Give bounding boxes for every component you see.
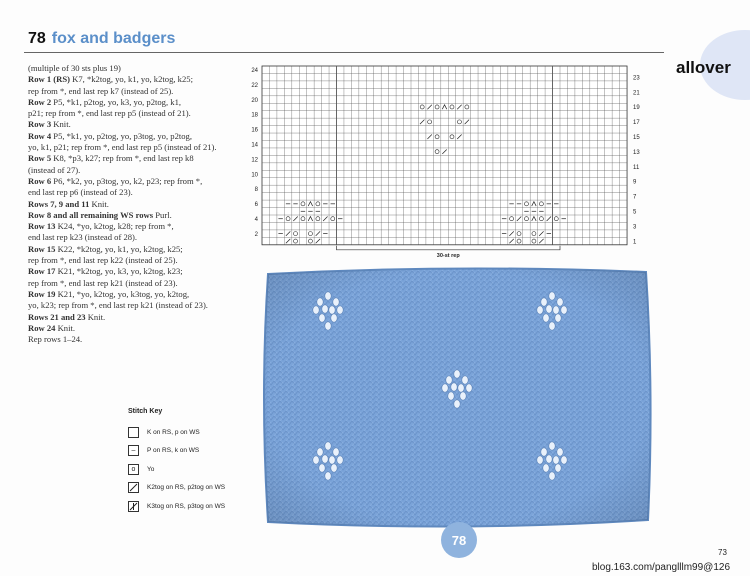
instruction-text: K24, *yo, k2tog, k28; rep from *, (55, 221, 174, 232)
section-title: allover (676, 58, 731, 77)
eyelet-hole (541, 298, 547, 306)
stitch-symbol-icon: o (128, 464, 139, 475)
eyelet-hole (331, 464, 337, 472)
chart-row-label: 19 (633, 105, 640, 112)
pattern-name: fox and badgers (51, 30, 176, 47)
eyelet-hole (325, 472, 331, 480)
instruction-line (28, 210, 238, 221)
instruction-row-label: Row 24 (28, 322, 56, 333)
chart-row-label: 18 (251, 112, 258, 119)
stitch-key (128, 408, 225, 516)
instruction-row-label: Rows 21 and 23 (28, 311, 86, 322)
instruction-line (28, 119, 238, 130)
chart-row-label: 6 (254, 202, 258, 209)
chart-row-label: 8 (254, 187, 258, 194)
instruction-text: P5, *k1, p2tog, yo, k3, yo, p2tog, k1, (51, 96, 182, 107)
knitted-swatch-photo (262, 266, 652, 529)
instruction-text: Rep rows 1–24. (28, 334, 83, 345)
stitch-symbol-icon (128, 427, 139, 438)
instruction-line (28, 131, 238, 142)
instruction-text: (instead of 27). (28, 164, 81, 175)
eyelet-hole (561, 456, 567, 464)
header-rule (24, 52, 664, 53)
chart-row-label: 9 (633, 179, 637, 186)
instruction-line (28, 334, 238, 345)
instruction-line (28, 187, 238, 198)
stitch-key-item (128, 497, 225, 516)
stitch-key-item (128, 479, 225, 498)
pattern-badge: 78 (441, 522, 477, 558)
eyelet-hole (557, 298, 563, 306)
chart-row-label: 11 (633, 164, 640, 171)
instruction-line (28, 300, 238, 311)
instruction-line (28, 278, 238, 289)
chart-row-label: 23 (633, 75, 640, 82)
repeat-label: 30-st rep (436, 252, 460, 259)
instruction-text: K22, *k2tog, yo, k1, yo, k2tog, k25; (55, 243, 183, 254)
instruction-text: P5, *k1, yo, p2tog, yo, p3tog, yo, p2tog, (51, 130, 193, 141)
chart-row-label: 20 (251, 97, 258, 104)
instruction-line (28, 232, 238, 243)
chart-row-label: 10 (251, 172, 258, 179)
chart-row-label: 7 (633, 194, 637, 201)
eyelet-hole (313, 456, 319, 464)
eyelet-hole (451, 383, 457, 391)
instruction-text: Knit. (85, 311, 106, 322)
instruction-text: (multiple of 30 sts plus 19) (28, 63, 121, 73)
instruction-row-label: Row 17 (28, 266, 56, 277)
eyelet-hole (329, 456, 335, 464)
instruction-text: P6, *k2, yo, p3tog, yo, k2, p23; rep from *, (51, 175, 203, 186)
stitch-key-label: Yo (147, 465, 155, 473)
instructions (28, 63, 238, 345)
eyelet-hole (549, 322, 555, 330)
chart-row-label: 21 (633, 90, 640, 97)
instruction-row-label: Row 6 (28, 175, 52, 186)
chart-row-label: 14 (251, 142, 258, 149)
eyelet-hole (549, 292, 555, 300)
instruction-line (28, 165, 238, 176)
eyelet-hole (543, 314, 549, 322)
eyelet-hole (442, 384, 448, 392)
instruction-row-label: Row 15 (28, 243, 56, 254)
instruction-text: rep from *, end last rep k22 (instead of 25). (28, 255, 178, 266)
instruction-row-label: Row 8 and all remaining WS rows (28, 209, 154, 220)
page-title (28, 30, 175, 48)
eyelet-hole (448, 392, 454, 400)
eyelet-hole (543, 464, 549, 472)
eyelet-hole (325, 292, 331, 300)
eyelet-hole (454, 370, 460, 378)
instruction-text: Knit. (51, 119, 71, 130)
eyelet-hole (561, 306, 567, 314)
chart-row-label: 4 (254, 216, 258, 223)
stitch-symbol-icon (128, 482, 139, 493)
instruction-row-label: Row 19 (28, 288, 56, 299)
chart-row-label: 13 (633, 149, 640, 156)
stitch-key-label: K on RS, p on WS (147, 428, 200, 436)
eyelet-hole (466, 384, 472, 392)
instruction-text: Knit. (89, 198, 109, 209)
instruction-text: Knit. (55, 322, 76, 333)
eyelet-hole (462, 376, 468, 384)
stitch-key-item (128, 460, 225, 479)
instruction-row-label: Row 3 (28, 119, 52, 130)
eyelet-hole (557, 448, 563, 456)
chart-row-label: 3 (633, 224, 637, 231)
chart-row-label: 24 (251, 67, 258, 74)
chart-row-label: 1 (633, 239, 637, 246)
eyelet-hole (555, 314, 561, 322)
instruction-row-label: Row 5 (28, 153, 52, 164)
eyelet-hole (553, 306, 559, 314)
stitch-symbol-icon (128, 501, 139, 512)
instruction-text: yo, k23; rep from *, end last rep k21 (instead of 23). (28, 300, 208, 311)
repeat-bracket (337, 246, 561, 250)
instruction-line (28, 63, 238, 74)
instruction-text: rep from *, end last rep k7 (instead of 25). (28, 85, 174, 96)
instruction-text: rep from *, end last rep k21 (instead of 23). (28, 277, 178, 288)
eyelet-hole (541, 448, 547, 456)
eyelet-hole (537, 306, 543, 314)
stitch-key-item (128, 423, 225, 442)
instruction-line (28, 108, 238, 119)
eyelet-hole (319, 314, 325, 322)
instruction-text: Purl. (153, 209, 172, 220)
chart-row-label: 22 (251, 82, 258, 89)
eyelet-hole (458, 384, 464, 392)
eyelet-hole (325, 442, 331, 450)
eyelet-hole (553, 456, 559, 464)
instruction-row-label: Row 1 (RS) (28, 74, 71, 85)
chart-row-label: 15 (633, 135, 640, 142)
eyelet-hole (319, 464, 325, 472)
eyelet-hole (546, 305, 552, 313)
instruction-line (28, 153, 238, 164)
instruction-line (28, 266, 238, 277)
instruction-text: K7, *k2tog, yo, k1, yo, k2tog, k25; (70, 74, 193, 85)
eyelet-hole (549, 442, 555, 450)
page-number: 73 (718, 548, 727, 557)
instruction-line (28, 97, 238, 108)
eyelet-hole (337, 306, 343, 314)
instruction-line (28, 86, 238, 97)
eyelet-hole (322, 305, 328, 313)
eyelet-hole (331, 314, 337, 322)
instruction-text: K8, *p3, k27; rep from *, end last rep k8 (51, 153, 194, 164)
instruction-row-label: Row 13 (28, 221, 56, 232)
eyelet-hole (329, 306, 335, 314)
instruction-line (28, 74, 238, 85)
eyelet-hole (555, 464, 561, 472)
instruction-text: end last rep p6 (instead of 23). (28, 187, 133, 198)
instruction-row-label: Row 2 (28, 96, 52, 107)
stitch-key-title: Stitch Key (128, 408, 163, 415)
eyelet-hole (317, 298, 323, 306)
eyelet-hole (460, 392, 466, 400)
stitch-key-item (128, 442, 225, 461)
chart-row-label: 5 (633, 209, 637, 216)
instruction-row-label: Row 4 (28, 130, 52, 141)
eyelet-hole (446, 376, 452, 384)
chart-row-label: 17 (633, 120, 640, 127)
instruction-line (28, 221, 238, 232)
knitting-chart (240, 62, 660, 262)
eyelet-hole (333, 298, 339, 306)
instruction-line (28, 176, 238, 187)
instruction-line (28, 323, 238, 334)
chart-row-label: 12 (251, 157, 258, 164)
eyelet-hole (333, 448, 339, 456)
stitch-key-label: K3tog on RS, p3tog on WS (147, 502, 226, 510)
eyelet-hole (454, 400, 460, 408)
instruction-text: yo, k1, p21; rep from *, end last rep p5 (instead of 21). (28, 142, 217, 153)
stitch-key-label: K2tog on RS, p2tog on WS (147, 484, 226, 492)
pattern-number: 78 (28, 30, 46, 47)
eyelet-hole (537, 456, 543, 464)
eyelet-hole (313, 306, 319, 314)
instruction-text: K21, *yo, k2tog, yo, k3tog, yo, k2tog, (55, 288, 190, 299)
eyelet-hole (317, 448, 323, 456)
instruction-line (28, 312, 238, 323)
eyelet-hole (325, 322, 331, 330)
instruction-line (28, 199, 238, 210)
instruction-line (28, 255, 238, 266)
eyelet-hole (546, 455, 552, 463)
instruction-line (28, 289, 238, 300)
instruction-text: p21; rep from *, end last rep p5 (instead of 21). (28, 108, 191, 119)
eyelet-hole (322, 455, 328, 463)
instruction-text: end last rep k23 (instead of 28). (28, 232, 138, 243)
chart-row-label: 16 (251, 127, 258, 134)
eyelet-hole (337, 456, 343, 464)
chart-row-label: 2 (254, 231, 258, 238)
instruction-row-label: Rows 7, 9 and 11 (28, 198, 90, 209)
instruction-line (28, 244, 238, 255)
watermark: blog.163.com/panglllm99@126 (592, 562, 731, 573)
eyelet-hole (549, 472, 555, 480)
stitch-key-label: P on RS, k on WS (147, 447, 200, 455)
instruction-line (28, 142, 238, 153)
stitch-symbol-icon: – (128, 445, 139, 456)
instruction-text: K21, *k2tog, yo, k3, yo, k2tog, k23; (55, 266, 183, 277)
